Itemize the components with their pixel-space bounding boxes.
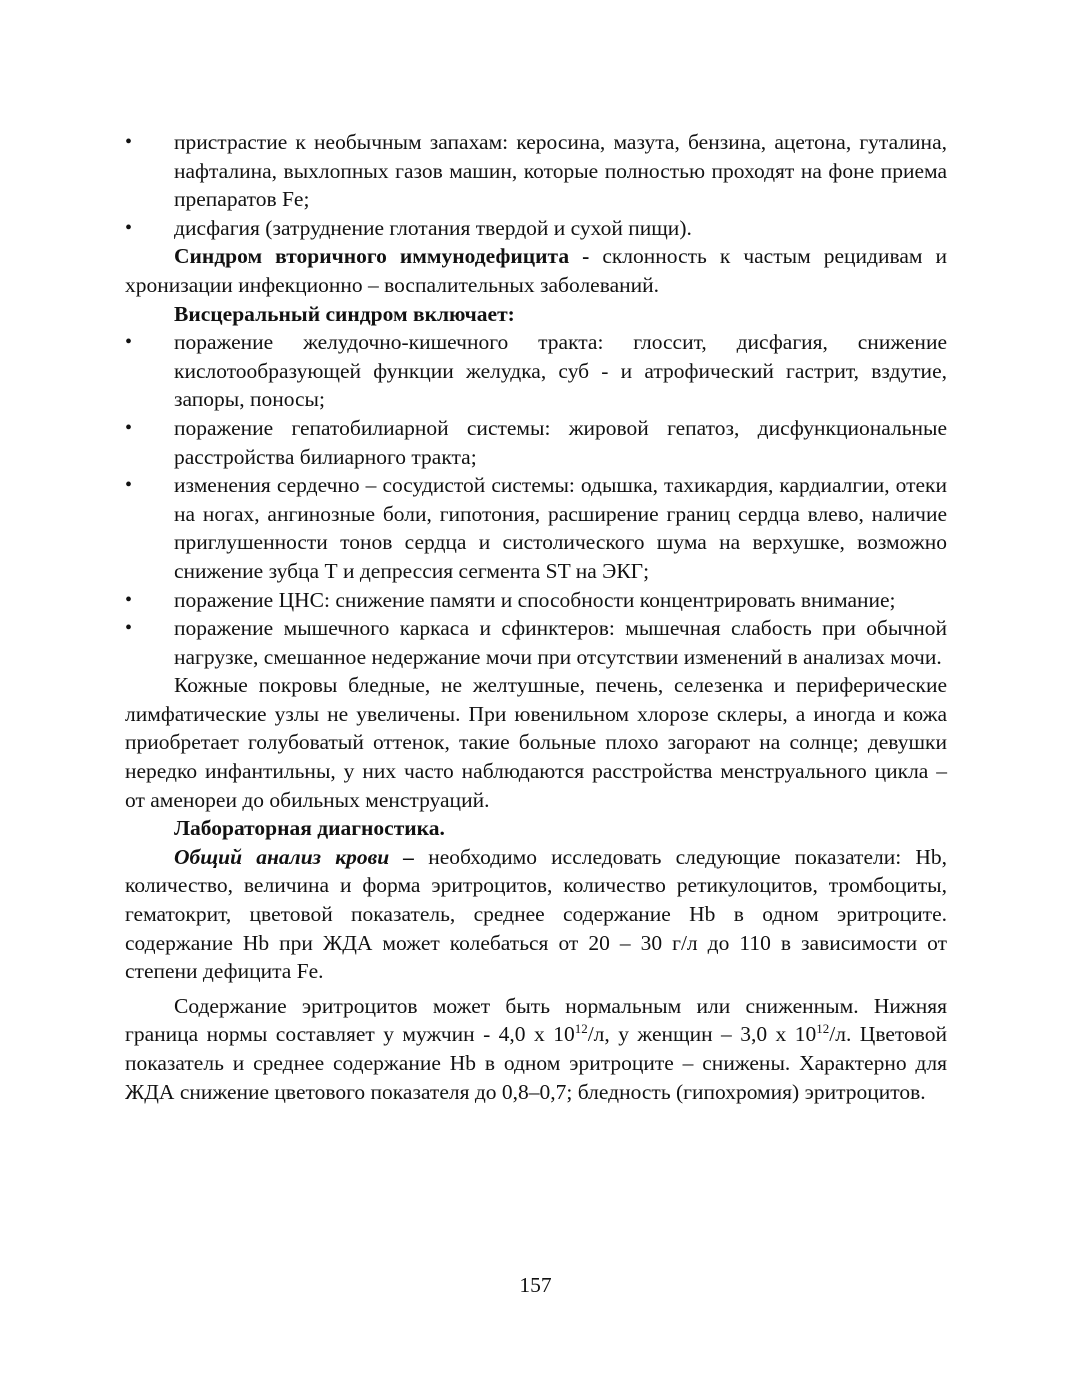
list-item: • пристрастие к необычным запахам: керосина, мазута, бензина, ацетона, гуталина, нафталина, выхлопных газов машин, которые полностью проходят на фоне приема препаратов Fe; xyxy=(125,128,947,214)
erythrocytes-text-1: Содержание эритроцитов может быть нормальным или сниженным. Нижняя граница нормы составляет у мужчин - 4,0 х 10 xyxy=(125,993,947,1047)
list-item: • поражение мышечного каркаса и сфинктеров: мышечная слабость при обычной нагрузке, смешанное недержание мочи при отсутствии изменений в анализах мочи. xyxy=(125,614,947,671)
erythrocytes-paragraph xyxy=(125,992,947,1106)
list-item: • дисфагия (затруднение глотания твердой и сухой пищи). xyxy=(125,214,947,243)
blood-test-title: Общий анализ крови – xyxy=(174,844,415,869)
immunodeficiency-paragraph xyxy=(125,242,947,299)
visceral-heading: Висцеральный синдром включает: xyxy=(174,301,515,326)
erythrocytes-text-2: /л, у женщин – 3,0 х 10 xyxy=(587,1022,817,1047)
exponent: 12 xyxy=(816,1021,830,1037)
symptom-list-1 xyxy=(125,128,947,242)
visceral-list xyxy=(125,328,947,671)
lab-diagnostics-heading: Лабораторная диагностика. xyxy=(174,816,445,841)
blood-test-text: необходимо исследовать следующие показатели: Hb, количество, величина и форма эритроцитов, количество ретикулоцитов, тромбоциты, гематокрит, цветовой показатель, среднее содержание Hb в одном эритроците. содержание Hb при ЖДА может колебаться от 20 – 30 г/л до 110 в зависимости от степени дефицита Fe. xyxy=(125,844,948,984)
skin-paragraph: Кожные покровы бледные, не желтушные, печень, селезенка и периферические лимфатические узлы не увеличены. При ювенильном хлорозе склеры, а иногда и кожа приобретает голубоватый оттенок, такие больные плохо загорают на солнце; девушки нередко инфантильны, у них часто наблюдаются расстройства менструального цикла – от аменореи до обильных менструаций. xyxy=(125,673,947,812)
immunodeficiency-title: Синдром вторичного иммунодефицита - xyxy=(174,244,590,269)
page-number: 157 xyxy=(519,1273,552,1297)
immunodeficiency-text: склонность к частым рецидивам и хронизации инфекционно – воспалительных заболеваний. xyxy=(125,244,947,297)
erythrocytes-text-3: /л. Цветовой показатель и среднее содержание Hb в одном эритроците – снижены. Характерно для ЖДА снижение цветового показателя до 0,8–0,7; бледность (гипохромия) эритроцитов. xyxy=(125,1022,948,1104)
page-content xyxy=(125,128,947,1106)
list-item: • поражение желудочно-кишечного тракта: глоссит, дисфагия, снижение кислотообразующей функции желудка, суб - и атрофический гастрит, вздутие, запоры, поносы; xyxy=(125,328,947,414)
exponent: 12 xyxy=(574,1021,588,1037)
list-item: • поражение ЦНС: снижение памяти и способности концентрировать внимание; xyxy=(125,586,947,615)
blood-test-paragraph xyxy=(125,843,947,986)
list-item: • изменения сердечно – сосудистой системы: одышка, тахикардия, кардиалгии, отеки на ногах, ангинозные боли, гипотония, расширение границ сердца влево, наличие приглушенности тонов сердца и систолического шума на верхушке, возможно снижение зубца Т и депрессия сегмента ST на ЭКГ; xyxy=(125,471,947,585)
list-item: • поражение гепатобилиарной системы: жировой гепатоз, дисфункциональные расстройства билиарного тракта; xyxy=(125,414,947,471)
